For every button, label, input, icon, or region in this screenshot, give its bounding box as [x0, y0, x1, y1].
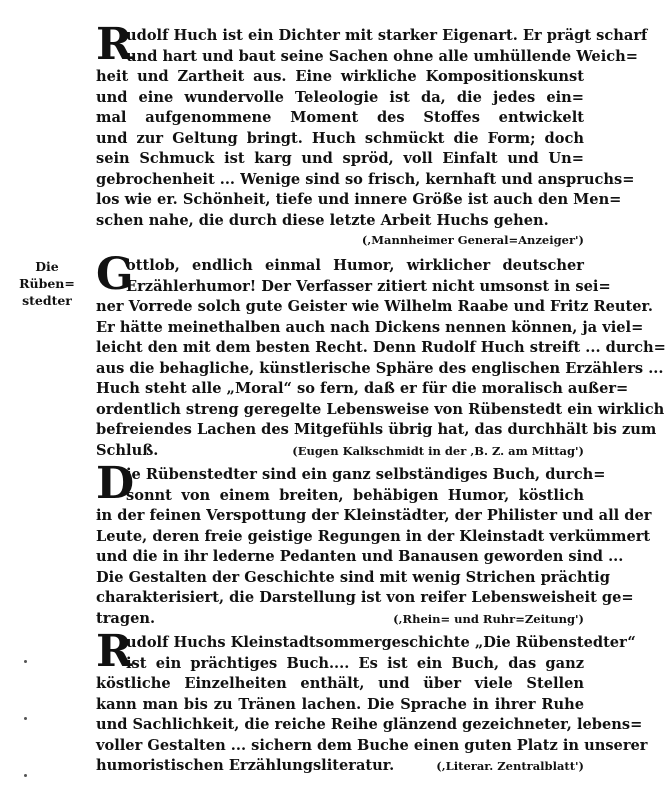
review-literar-zentralblatt: [96, 626, 648, 777]
text-line: udolf Huchs Kleinstadtsommergeschichte „Die Rübenstedter“: [126, 634, 636, 651]
text-line: und Sachlichkeit, die reiche Reihe glänzend gezeichneter, lebens=: [96, 716, 643, 733]
review-mannheimer: [96, 19, 648, 249]
text-line: leicht den mit dem besten Recht. Denn Rudolf Huch streift ... durch=: [96, 339, 666, 356]
text-line: Erzählerhumor! Der Verfasser zitiert nicht umsonst in sei=: [126, 277, 611, 295]
text-line-with-source: [96, 609, 584, 630]
text-line: Schluß.: [96, 441, 159, 459]
text-line: und hart und baut seine Sachen ohne alle umhüllende Weich=: [126, 47, 638, 65]
review-kalkschmidt: [96, 249, 666, 461]
margin-note-line: Die Rüben=: [19, 259, 75, 291]
text-line: ordentlich streng geregelte Lebensweise von Rübenstedt ein wirklich: [96, 400, 665, 418]
margin-note-line: stedter: [22, 293, 72, 308]
drop-cap: R: [96, 19, 133, 70]
text-line: sonnt von einem breiten, behäbigen Humor, köstlich: [126, 486, 584, 504]
text-line: Huch steht alle „Moral“ so fern, daß er für die moralisch außer=: [96, 380, 629, 397]
drop-cap: R: [96, 626, 133, 677]
source-citation: (‚Rhein= und Ruhr=Zeitung'): [393, 611, 584, 626]
margin-speck: [24, 717, 27, 720]
text-line: Die Gestalten der Geschichte sind mit wenig Strichen prächtig: [96, 568, 610, 586]
text-line: ner Vorrede solch gute Geister wie Wilhelm Raabe und Fritz Reuter.: [96, 298, 653, 315]
text-line: charakterisiert, die Darstellung ist von reifer Lebensweisheit ge=: [96, 589, 634, 606]
text-line: sein Schmuck ist karg und spröd, voll Einfalt und Un=: [96, 150, 584, 167]
review-rhein-ruhr: [96, 458, 652, 629]
drop-cap: G: [96, 249, 134, 300]
text-line: und die in ihr lederne Pedanten und Banausen geworden sind ...: [96, 548, 624, 565]
margin-note: [6, 258, 88, 309]
text-line: los wie er. Schönheit, tiefe und innere Größe ist auch den Men=: [96, 191, 622, 208]
text-line: schen nahe, die durch diese letzte Arbeit Huchs gehen.: [96, 211, 549, 229]
text-line: köstliche Einzelheiten enthält, und über viele Stellen: [96, 675, 584, 692]
text-line: ie Rübenstedter sind ein ganz selbständiges Buch, durch=: [126, 466, 606, 483]
source-citation: (‚Literar. Zentralblatt'): [436, 759, 584, 773]
text-line: und eine wundervolle Teleologie ist da, die jedes ein=: [96, 88, 584, 106]
text-line: voller Gestalten ... sichern dem Buche einen guten Platz in unserer: [96, 736, 648, 754]
text-line: aus die behagliche, künstlerische Sphäre des englischen Erzählers ...: [96, 359, 664, 377]
text-line: tragen.: [96, 609, 156, 627]
text-line: mal aufgenommene Moment des Stoffes entwickelt: [96, 109, 584, 126]
text-line-with-source: [96, 441, 584, 462]
drop-cap: D: [96, 458, 135, 509]
text-line: ottlob, endlich einmal Humor, wirklicher deutscher: [126, 257, 584, 274]
text-line: Er hätte meinethalben auch nach Dickens nennen können, ja viel=: [96, 318, 644, 336]
text-line: gebrochenheit ... Wenige sind so frisch, kernhaft und anspruchs=: [96, 170, 635, 188]
margin-speck: [24, 660, 27, 663]
text-line: ist ein prächtiges Buch.... Es ist ein Buch, das ganz: [126, 654, 584, 672]
text-line: befreiendes Lachen des Mitgefühls übrig hat, das durchhält bis zum: [96, 421, 657, 438]
source-citation: (‚Mannheimer General=Anzeiger'): [361, 233, 584, 247]
text-line: udolf Huch ist ein Dichter mit starker Eigenart. Er prägt scharf: [126, 27, 648, 44]
text-line: Leute, deren freie geistige Regungen in der Kleinstadt verkümmert: [96, 527, 651, 545]
text-line: in der feinen Verspottung der Kleinstädter, der Philister und all der: [96, 507, 652, 524]
text-line: kann man bis zu Tränen lachen. Die Sprache in ihrer Ruhe: [96, 695, 584, 713]
margin-speck: [24, 774, 27, 777]
text-line: und zur Geltung bringt. Huch schmückt die Form; doch: [96, 129, 584, 147]
source-citation: (Eugen Kalkschmidt in der ‚B. Z. am Mittag'): [292, 443, 584, 458]
text-line: heit und Zartheit aus. Eine wirkliche Kompositionskunst: [96, 68, 584, 85]
text-line-with-source: [96, 756, 584, 777]
text-line: humoristischen Erzählungsliteratur.: [96, 757, 395, 774]
review-source: [96, 231, 584, 249]
